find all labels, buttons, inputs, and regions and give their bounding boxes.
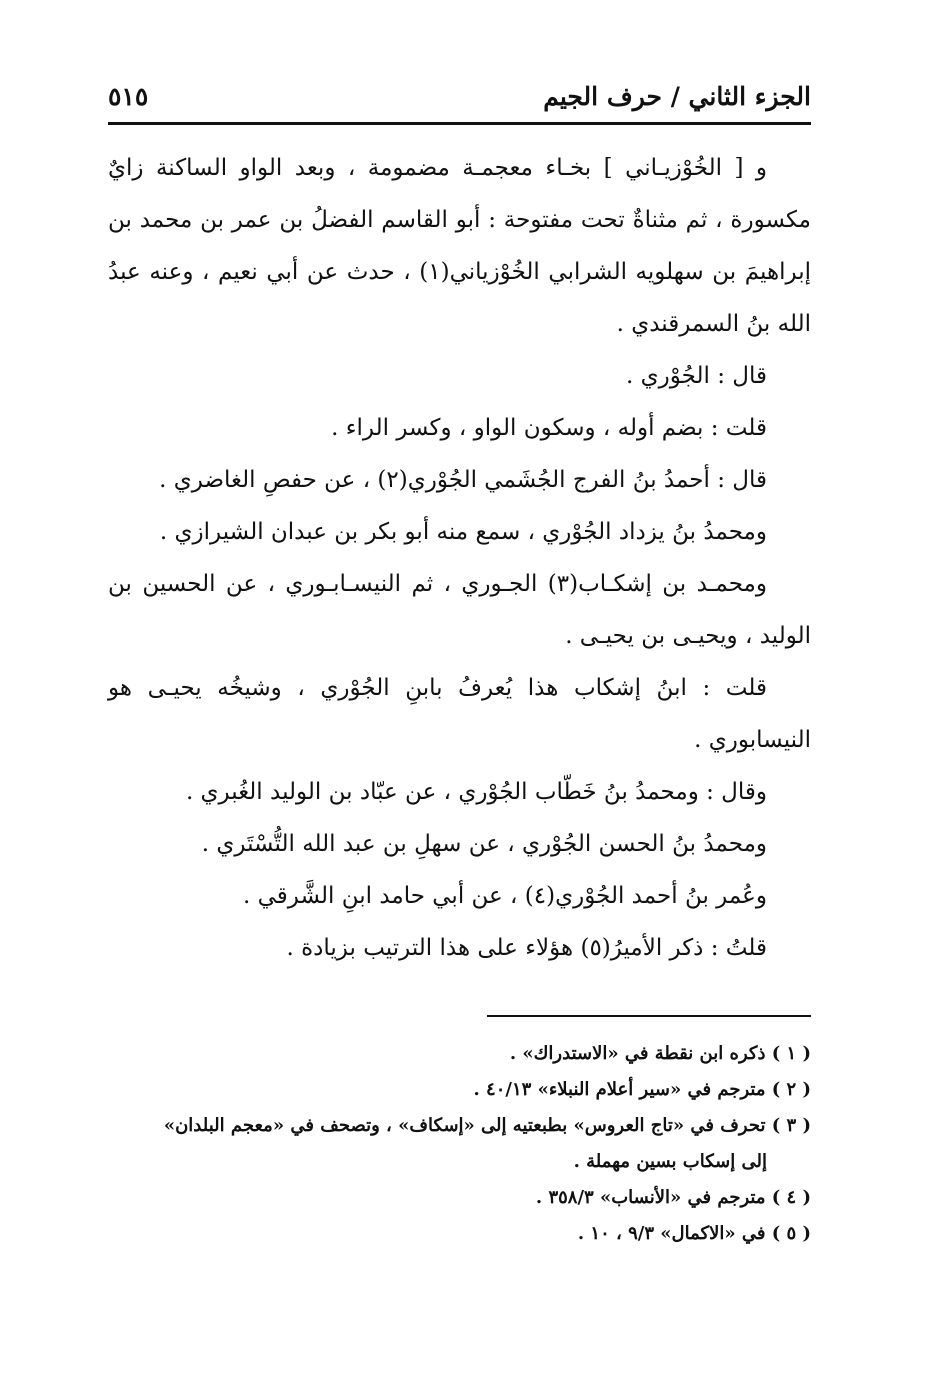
paragraph-ahmad-ibn-al-faraj: قال : أحمدُ بنُ الفرج الجُشَمي الجُوْري(٢) ، عن حفصِ الغاضري . [159, 467, 767, 493]
footnote-3-continuation: إلى إسكاب بسين مهملة . [573, 1151, 767, 1172]
page-header [108, 78, 811, 122]
paragraph-muhammad-ibn-al-hasan: ومحمدُ بنُ الحسن الجُوْري ، عن سهلِ بن عبد الله التُّسْتَري . [201, 831, 767, 857]
main-text [108, 142, 811, 974]
footnotes [108, 1036, 811, 1252]
footnote-4: ( ٤ ) مترجم في «الأنساب» ٣٥٨/٣ . [535, 1187, 811, 1208]
footnote-5: ( ٥ ) في «الاكمال» ٩/٣ ، ١٠ . [577, 1223, 811, 1244]
paragraph-muhammad-ibn-yazdad: ومحمدُ بنُ يزداد الجُوْري ، سمع منه أبو بكر بن عبدان الشيرازي . [159, 519, 767, 545]
footnote-2: ( ٢ ) مترجم في «سير أعلام النبلاء» ٤٠/١٣ . [473, 1079, 811, 1100]
footnote-rule [487, 1015, 811, 1017]
paragraph-qult-al-amir: قلتُ : ذكر الأميرُ(٥) هؤلاء على هذا الترتيب بزيادة . [286, 935, 767, 961]
footnote-1: ( ١ ) ذكره ابن نقطة في «الاستدراك» . [509, 1043, 811, 1064]
paragraph-muhammad-ibn-khattab: وقال : ومحمدُ بنُ خَطّاب الجُوْري ، عن عبّاد بن الوليد الغُبري . [185, 779, 767, 805]
footnote-3: ( ٣ ) تحرف في «تاج العروس» بطبعتيه إلى «إسكاف» ، وتصحف في «معجم البلدان» [163, 1115, 811, 1136]
paragraph-muhammad-ibn-ishkab: ومحمـد بن إشكـاب(٣) الجـوري ، ثم النيسـابـوري ، عن الحسين بن الوليد ، ويحيـى بن يحيـى . [108, 571, 811, 649]
page-number: ٥١٥ [108, 82, 149, 111]
paragraph-khawzayani: و [ الخُوْزيـاني ] بخـاء معجمـة مضمومة ، وبعد الواو الساكنة زايٌ مكسورة ، ثم مثناةٌ تحت مفتوحة : أبو القاسم الفضلُ بن عمر بن محمد بن إبراهيمَ بن سهلويه الشرابي الخُوْزياني(١) ، حدث عن أبي نعيم ، وعنه عبدُ الله بنُ السمرقندي . [108, 155, 811, 337]
paragraph-umar-ibn-ahmad: وعُمر بنُ أحمد الجُوْري(٤) ، عن أبي حامد ابنِ الشَّرقي . [243, 883, 767, 909]
running-title: الجزء الثاني / حرف الجيم [543, 82, 811, 111]
paragraph-qal-jawri: قال : الجُوْري . [626, 363, 767, 389]
paragraph-qult-ibn-ishkab: قلت : ابنُ إشكاب هذا يُعرفُ بابنِ الجُوْري ، وشيخُه يحيـى هو النيسابوري . [108, 675, 811, 753]
header-rule [108, 122, 811, 125]
paragraph-qult-spelling: قلت : بضم أوله ، وسكون الواو ، وكسر الراء . [331, 415, 767, 441]
